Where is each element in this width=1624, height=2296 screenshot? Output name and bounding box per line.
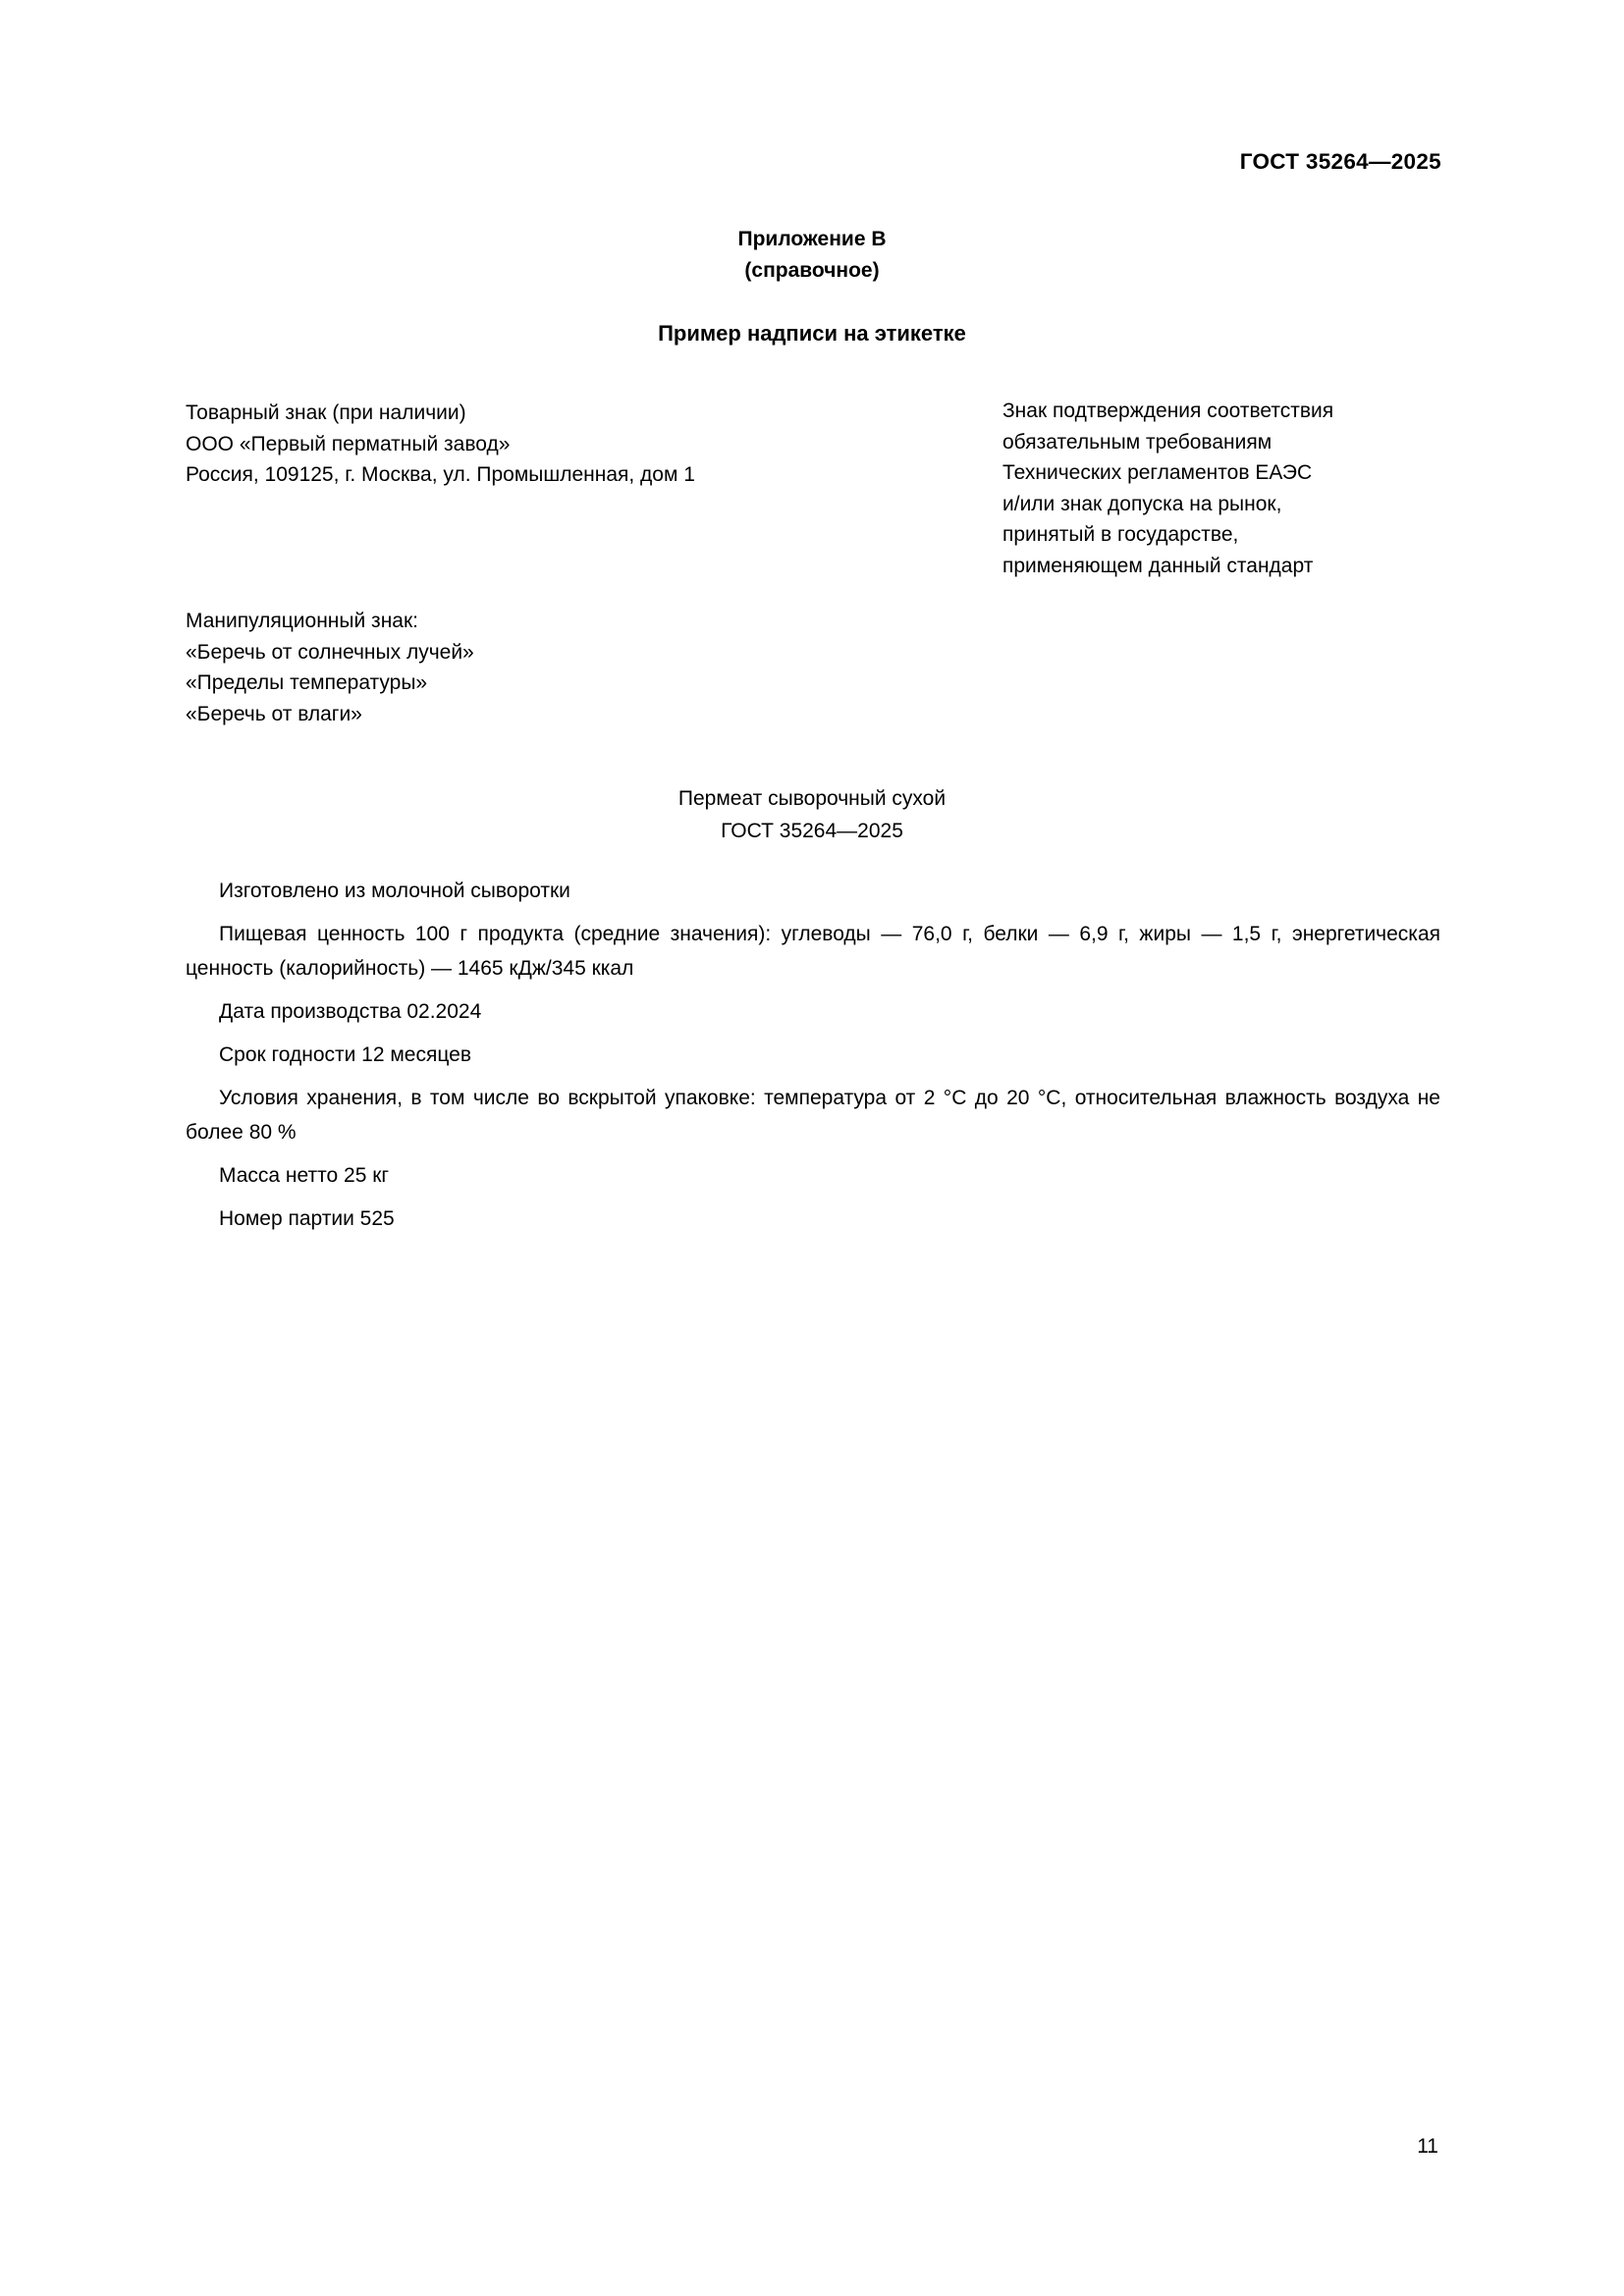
handling-mark-item-1: «Беречь от солнечных лучей» [186, 640, 474, 664]
product-standard: ГОСТ 35264—2025 [721, 820, 903, 842]
handling-marks-block [186, 606, 474, 729]
detail-shelf-life: Срок годности 12 месяцев [219, 1043, 471, 1066]
section-title: Пример надписи на этикетке [658, 321, 966, 346]
detail-net-mass: Масса нетто 25 кг [219, 1164, 390, 1187]
appendix-subtitle: (справочное) [744, 259, 880, 282]
page-number: 11 [1417, 2135, 1438, 2158]
conformity-line-5: принятый в государстве, [1002, 523, 1239, 546]
page-header-standard: ГОСТ 35264—2025 [1239, 149, 1441, 174]
product-name: Пермеат сыворочный сухой [677, 787, 947, 810]
handling-mark-item-3: «Беречь от влаги» [186, 702, 362, 725]
conformity-line-6: применяющем данный стандарт [1002, 554, 1314, 577]
trademark-line-3: Россия, 109125, г. Москва, ул. Промышленная, дом 1 [186, 463, 695, 486]
conformity-line-1: Знак подтверждения соответствия [1002, 400, 1334, 422]
detail-made-from: Изготовлено из молочной сыворотки [219, 880, 570, 902]
conformity-line-4: и/или знак допуска на рынок, [1002, 492, 1282, 515]
label-details-block [186, 874, 1440, 1245]
conformity-mark-block [1002, 396, 1454, 581]
detail-batch-number: Номер партии 525 [219, 1207, 395, 1230]
conformity-line-3: Технических регламентов ЕАЭС [1002, 461, 1313, 484]
trademark-line-1: Товарный знак (при наличии) [186, 401, 466, 424]
conformity-line-2: обязательным требованиям [1002, 430, 1272, 454]
trademark-line-2: ООО «Первый перматный завод» [186, 432, 511, 455]
appendix-heading [0, 224, 1624, 287]
handling-marks-title: Манипуляционный знак: [186, 610, 418, 632]
trademark-block [186, 398, 695, 491]
detail-nutrition: Пищевая ценность 100 г продукта (средние значения): углеводы — 76,0 г, белки — 6,9 г, жиры — 1,5 г, энергетическая ценность (калорийность) — 1465 кДж/345 ккал [186, 923, 1440, 980]
product-name-block [0, 782, 1624, 847]
detail-production-date: Дата производства 02.2024 [219, 1000, 482, 1023]
detail-storage-conditions: Условия хранения, в том числе во вскрытой упаковке: температура от 2 °C до 20 °C, относительная влажность воздуха не более 80 % [186, 1087, 1440, 1144]
handling-mark-item-2: «Пределы температуры» [186, 671, 428, 694]
appendix-title: Приложение В [737, 228, 887, 250]
